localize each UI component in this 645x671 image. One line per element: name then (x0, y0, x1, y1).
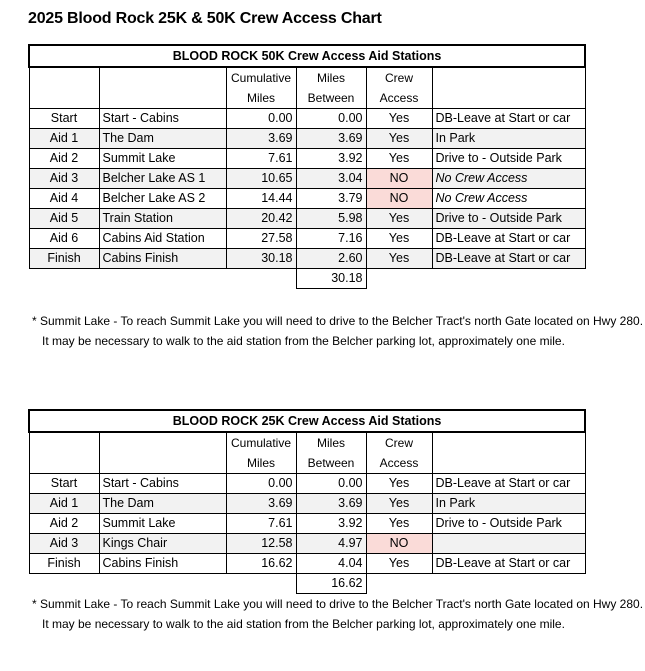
miles-between-cell: 7.16 (296, 229, 366, 249)
header-station (29, 67, 99, 109)
location-cell: Start - Cabins (99, 474, 226, 494)
crew-access-cell: Yes (366, 209, 432, 229)
total-spacer (226, 269, 296, 289)
location-cell: The Dam (99, 494, 226, 514)
header-note (432, 67, 585, 109)
table-row (29, 534, 585, 554)
total-spacer (29, 269, 99, 289)
table-50k-caption: BLOOD ROCK 50K Crew Access Aid Stations (29, 45, 585, 67)
total-spacer (432, 574, 585, 594)
crew-access-cell: Yes (366, 109, 432, 129)
table-row (29, 129, 585, 149)
cumulative-miles-cell: 16.62 (226, 554, 296, 574)
station-cell: Finish (29, 249, 99, 269)
location-cell: Cabins Finish (99, 249, 226, 269)
header-station (29, 432, 99, 474)
header-between: Miles Between (296, 67, 366, 109)
total-spacer (99, 269, 226, 289)
miles-between-cell: 3.92 (296, 514, 366, 534)
note-cell: Drive to - Outside Park (432, 149, 585, 169)
location-cell: Belcher Lake AS 2 (99, 189, 226, 209)
footnote-50k (32, 311, 643, 351)
table-row (29, 229, 585, 249)
cumulative-miles-cell: 20.42 (226, 209, 296, 229)
cumulative-miles-cell: 14.44 (226, 189, 296, 209)
location-cell: Belcher Lake AS 1 (99, 169, 226, 189)
cumulative-miles-cell: 10.65 (226, 169, 296, 189)
miles-between-cell: 3.69 (296, 129, 366, 149)
table-50k (28, 44, 586, 289)
crew-access-cell: Yes (366, 554, 432, 574)
crew-access-cell: Yes (366, 249, 432, 269)
crew-access-cell: Yes (366, 149, 432, 169)
station-cell: Start (29, 474, 99, 494)
footnote-line: * Summit Lake - To reach Summit Lake you will need to drive to the Belcher Tract's north Gate located on Hwy 280. (32, 597, 644, 611)
miles-between-cell: 3.92 (296, 149, 366, 169)
total-spacer (366, 269, 432, 289)
cumulative-miles-cell: 7.61 (226, 149, 296, 169)
miles-between-cell: 0.00 (296, 109, 366, 129)
table-25k (28, 409, 586, 594)
table-row (29, 514, 585, 534)
station-cell: Aid 3 (29, 169, 99, 189)
note-cell: DB-Leave at Start or car (432, 554, 585, 574)
crew-access-cell: NO (366, 169, 432, 189)
miles-between-cell: 3.04 (296, 169, 366, 189)
table-row (29, 209, 585, 229)
total-spacer (366, 574, 432, 594)
cumulative-miles-cell: 3.69 (226, 129, 296, 149)
total-spacer (226, 574, 296, 594)
station-cell: Aid 6 (29, 229, 99, 249)
miles-between-cell: 5.98 (296, 209, 366, 229)
cumulative-miles-cell: 30.18 (226, 249, 296, 269)
footnote-25k (32, 594, 643, 634)
table-row (29, 554, 585, 574)
header-location (99, 432, 226, 474)
header-location (99, 67, 226, 109)
note-cell: In Park (432, 494, 585, 514)
miles-between-cell: 4.04 (296, 554, 366, 574)
header-cumulative: Cumulative Miles (226, 67, 296, 109)
table-row (29, 169, 585, 189)
station-cell: Aid 2 (29, 149, 99, 169)
header-crew-access: Crew Access (366, 432, 432, 474)
station-cell: Aid 1 (29, 129, 99, 149)
note-cell: In Park (432, 129, 585, 149)
station-cell: Aid 4 (29, 189, 99, 209)
location-cell: Cabins Aid Station (99, 229, 226, 249)
footnote-line: It may be necessary to walk to the aid station from the Belcher parking lot, approximately one mile. (42, 617, 565, 631)
table-row (29, 189, 585, 209)
station-cell: Aid 3 (29, 534, 99, 554)
location-cell: Summit Lake (99, 514, 226, 534)
miles-between-cell: 0.00 (296, 474, 366, 494)
station-cell: Aid 5 (29, 209, 99, 229)
total-miles: 30.18 (296, 269, 366, 289)
note-cell: DB-Leave at Start or car (432, 229, 585, 249)
header-cumulative: Cumulative Miles (226, 432, 296, 474)
miles-between-cell: 3.69 (296, 494, 366, 514)
table-row (29, 474, 585, 494)
miles-between-cell: 2.60 (296, 249, 366, 269)
cumulative-miles-cell: 3.69 (226, 494, 296, 514)
location-cell: Cabins Finish (99, 554, 226, 574)
cumulative-miles-cell: 12.58 (226, 534, 296, 554)
location-cell: Summit Lake (99, 149, 226, 169)
cumulative-miles-cell: 0.00 (226, 474, 296, 494)
footnote-line: * Summit Lake - To reach Summit Lake you will need to drive to the Belcher Tract's north Gate located on Hwy 280. (32, 314, 644, 328)
location-cell: Start - Cabins (99, 109, 226, 129)
cumulative-miles-cell: 27.58 (226, 229, 296, 249)
crew-access-cell: Yes (366, 129, 432, 149)
table-row (29, 109, 585, 129)
note-cell: No Crew Access (432, 189, 585, 209)
note-cell: Drive to - Outside Park (432, 514, 585, 534)
table-row (29, 149, 585, 169)
note-cell: DB-Leave at Start or car (432, 474, 585, 494)
crew-access-cell: Yes (366, 494, 432, 514)
document-title: 2025 Blood Rock 25K & 50K Crew Access Chart (28, 10, 382, 27)
station-cell: Finish (29, 554, 99, 574)
footnote-line: It may be necessary to walk to the aid station from the Belcher parking lot, approximately one mile. (42, 334, 565, 348)
location-cell: The Dam (99, 129, 226, 149)
total-spacer (432, 269, 585, 289)
note-cell: Drive to - Outside Park (432, 209, 585, 229)
table-25k-caption: BLOOD ROCK 25K Crew Access Aid Stations (29, 410, 585, 432)
header-note (432, 432, 585, 474)
crew-access-cell: Yes (366, 474, 432, 494)
note-cell (432, 534, 585, 554)
crew-access-cell: NO (366, 189, 432, 209)
note-cell: No Crew Access (432, 169, 585, 189)
total-spacer (29, 574, 99, 594)
crew-access-cell: NO (366, 534, 432, 554)
station-cell: Aid 1 (29, 494, 99, 514)
total-spacer (99, 574, 226, 594)
note-cell: DB-Leave at Start or car (432, 249, 585, 269)
location-cell: Kings Chair (99, 534, 226, 554)
station-cell: Aid 2 (29, 514, 99, 534)
table-row (29, 494, 585, 514)
header-between: Miles Between (296, 432, 366, 474)
miles-between-cell: 4.97 (296, 534, 366, 554)
note-cell: DB-Leave at Start or car (432, 109, 585, 129)
crew-access-cell: Yes (366, 229, 432, 249)
station-cell: Start (29, 109, 99, 129)
miles-between-cell: 3.79 (296, 189, 366, 209)
cumulative-miles-cell: 0.00 (226, 109, 296, 129)
crew-access-cell: Yes (366, 514, 432, 534)
total-miles: 16.62 (296, 574, 366, 594)
cumulative-miles-cell: 7.61 (226, 514, 296, 534)
location-cell: Train Station (99, 209, 226, 229)
header-crew-access: Crew Access (366, 67, 432, 109)
table-row (29, 249, 585, 269)
